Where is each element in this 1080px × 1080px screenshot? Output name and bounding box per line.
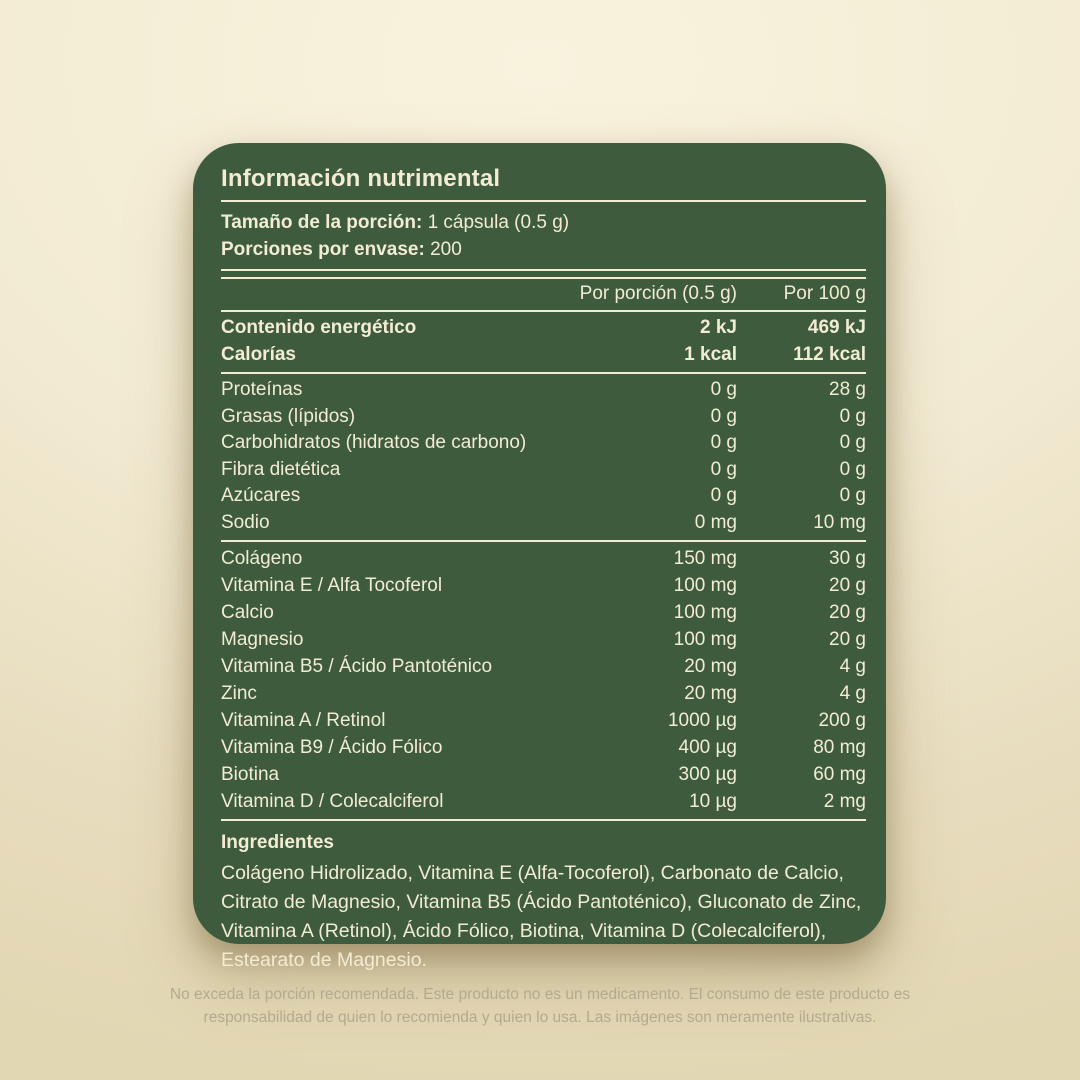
row-per-100g: 112 kcal — [793, 343, 866, 365]
row-per-serving: 100 mg — [673, 602, 737, 623]
row-label: Sodio — [221, 511, 270, 533]
table-row — [221, 457, 866, 484]
label-title: Información nutrimental — [221, 165, 501, 192]
row-per-100g: 80 mg — [813, 737, 866, 758]
row-per-serving: 0 g — [710, 432, 737, 453]
serving-size-value: 1 cápsula (0.5 g) — [427, 212, 570, 233]
row-label: Grasas (lípidos) — [221, 405, 356, 427]
row-per-serving: 20 mg — [684, 683, 737, 704]
table-row — [221, 707, 866, 734]
row-per-serving: 20 mg — [684, 656, 737, 677]
nutrition-label-card — [193, 143, 886, 971]
row-per-serving: 0 g — [710, 405, 737, 427]
table-row — [221, 626, 866, 653]
row-per-100g: 30 g — [829, 548, 866, 569]
row-per-100g: 0 g — [839, 405, 866, 427]
row-per-100g: 4 g — [839, 656, 866, 677]
section-energy — [221, 312, 866, 372]
table-row — [221, 545, 866, 572]
table-row — [221, 653, 866, 680]
table-row — [221, 599, 866, 626]
servings-value: 200 — [430, 239, 462, 260]
ingredients-text: Colágeno Hidrolizado, Vitamina E (Alfa-Tocoferol), Carbonato de Calcio, Citrato de Magnesio, Vitamina B5 (Ácido Pantoténico), Gluconato de Zinc, Vitamina A (Retinol), Ácido Fólico, Biotina, Vitamina D (Colecalciferol), Estearato de Magnesio. — [221, 862, 862, 971]
section-macros — [221, 374, 866, 540]
table-row — [221, 315, 866, 342]
row-per-serving: 2 kJ — [700, 317, 737, 338]
row-label: Vitamina E / Alfa Tocoferol — [221, 575, 443, 596]
row-per-100g: 20 g — [829, 575, 866, 596]
row-per-100g: 20 g — [829, 602, 866, 623]
row-label: Carbohidratos (hidratos de carbono) — [221, 432, 527, 453]
row-label: Calcio — [221, 602, 274, 623]
row-label: Biotina — [221, 764, 280, 785]
row-per-100g: 0 g — [839, 485, 866, 506]
table-row — [221, 430, 866, 457]
row-per-100g: 0 g — [839, 458, 866, 480]
row-label: Vitamina D / Colecalciferol — [221, 791, 444, 812]
row-label: Vitamina A / Retinol — [221, 710, 386, 731]
legal-disclaimer: No exceda la porción recomendada. Este producto no es un medicamento. El consumo de este producto es responsabilidad de quien lo recomienda y quien lo usa. Las imágenes son meramente ilustrativas. — [169, 986, 911, 1026]
table-row — [221, 342, 866, 369]
row-per-serving: 100 mg — [673, 575, 737, 596]
table-row — [221, 510, 866, 537]
ingredients-title: Ingredientes — [221, 832, 334, 853]
row-per-serving: 400 µg — [678, 737, 737, 758]
row-per-100g: 469 kJ — [807, 317, 866, 338]
row-per-serving: 0 g — [710, 458, 737, 480]
header-per-100g: Por 100 g — [783, 283, 866, 304]
row-label: Vitamina B9 / Ácido Fólico — [221, 737, 443, 758]
divider — [221, 200, 866, 202]
serving-size-label: Tamaño de la porción: — [221, 212, 423, 233]
row-per-100g: 0 g — [839, 432, 866, 453]
table-row — [221, 788, 866, 815]
table-row — [221, 734, 866, 761]
row-label: Azúcares — [221, 485, 301, 506]
row-label: Contenido energético — [221, 317, 417, 338]
table-row — [221, 572, 866, 599]
serving-size-line — [221, 209, 866, 236]
double-divider — [221, 269, 866, 279]
divider — [221, 819, 866, 821]
table-row — [221, 680, 866, 707]
table-header-row — [221, 279, 866, 310]
row-per-100g: 10 mg — [813, 511, 866, 533]
row-per-100g: 60 mg — [813, 764, 866, 785]
row-per-100g: 20 g — [829, 629, 866, 650]
row-label: Proteínas — [221, 379, 303, 400]
row-label: Calorías — [221, 343, 296, 365]
table-row — [221, 404, 866, 431]
row-label: Fibra dietética — [221, 458, 341, 480]
row-label: Colágeno — [221, 548, 303, 569]
section-micros — [221, 542, 866, 819]
table-row — [221, 483, 866, 510]
row-per-100g: 4 g — [839, 683, 866, 704]
row-label: Zinc — [221, 683, 257, 704]
row-per-serving: 10 µg — [689, 791, 737, 812]
row-per-100g: 2 mg — [823, 791, 866, 812]
row-label: Vitamina B5 / Ácido Pantoténico — [221, 656, 493, 677]
header-per-serving: Por porción (0.5 g) — [579, 283, 737, 304]
row-per-serving: 0 mg — [694, 511, 737, 533]
row-label: Magnesio — [221, 629, 304, 650]
row-per-100g: 200 g — [818, 710, 866, 731]
row-per-serving: 100 mg — [673, 629, 737, 650]
table-row — [221, 761, 866, 788]
row-per-serving: 1 kcal — [684, 343, 737, 365]
row-per-serving: 1000 µg — [667, 710, 737, 731]
row-per-serving: 0 g — [710, 485, 737, 506]
servings-label: Porciones por envase: — [221, 239, 425, 260]
row-per-serving: 0 g — [710, 379, 737, 400]
row-per-100g: 28 g — [829, 379, 866, 400]
row-per-serving: 150 mg — [673, 548, 737, 569]
row-per-serving: 300 µg — [678, 764, 737, 785]
table-row — [221, 377, 866, 404]
servings-per-container-line — [221, 236, 866, 263]
